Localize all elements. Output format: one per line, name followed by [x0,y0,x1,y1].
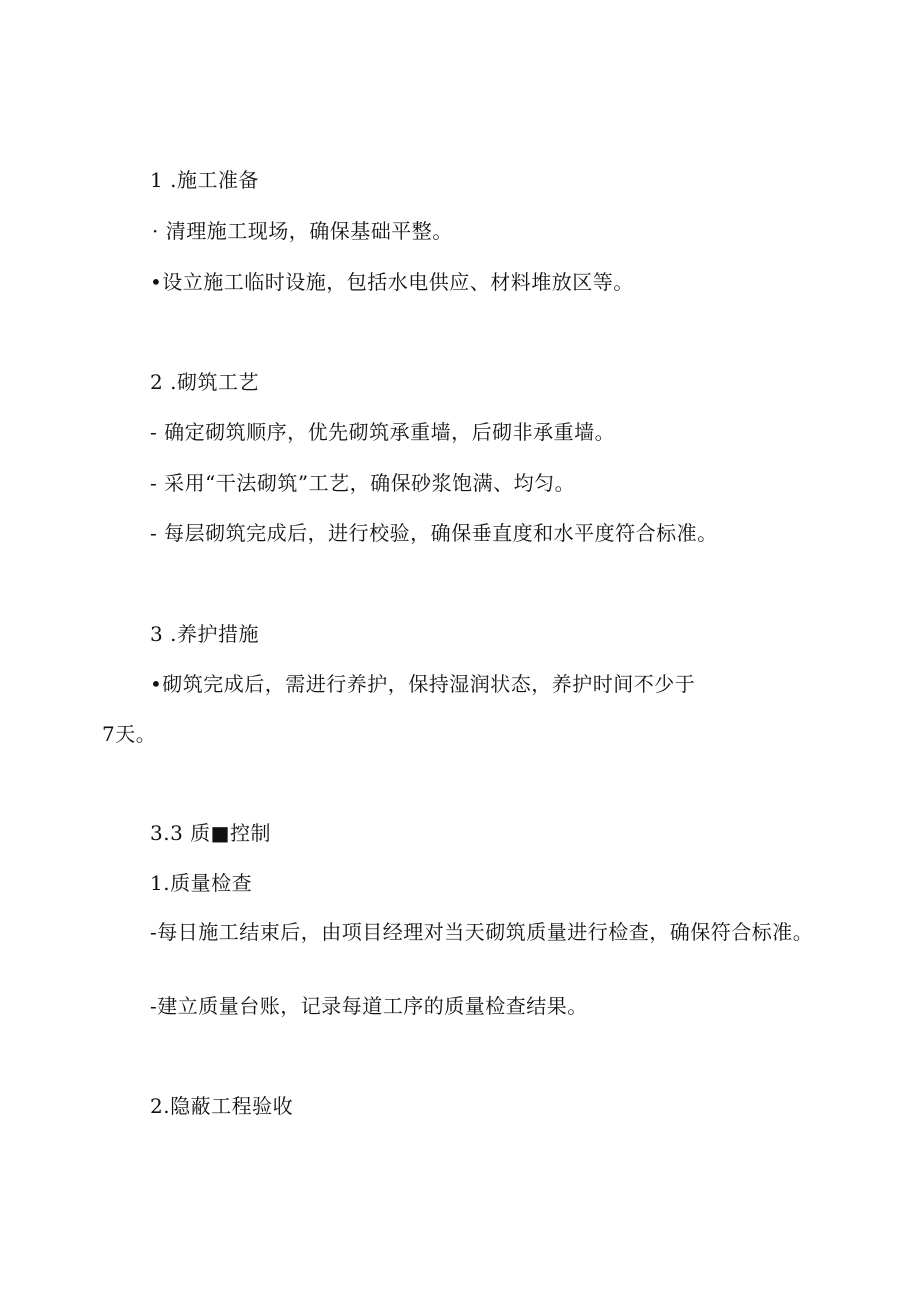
dash-item: - 确定砌筑顺序，优先砌筑承重墙，后砌非承重墙。 [150,420,616,444]
subsection-heading-concealed-works: 2.隐蔽工程验收 [150,1094,294,1118]
dash-item: - 每层砌筑完成后，进行校验，确保垂直度和水平度符合标准。 [150,521,718,545]
bullet-item: •砌筑完成后，需进行养护，保持湿润状态，养护时间不少于 [150,672,696,696]
dash-item: - 采用“干法砌筑”工艺，确保砂浆饱满、均匀。 [150,471,576,495]
section-heading-quality-control: 3.3 质■控制 [150,821,272,845]
section-heading-masonry-process: 2 .砌筑工艺 [150,370,259,394]
dash-item: -每日施工结束后，由项目经理对当天砌筑质量进行检查，确保符合标准。 [150,920,814,944]
section-heading-construction-prep: 1 .施工准备 [150,168,259,192]
subsection-heading-quality-inspection: 1.质量检查 [150,871,253,895]
section-heading-curing: 3 .养护措施 [150,622,259,646]
bullet-item: •设立施工临时设施，包括水电供应、材料堆放区等。 [150,270,634,294]
bullet-item: · 清理施工现场，确保基础平整。 [152,219,453,243]
bullet-item-continuation: 7天。 [102,722,157,746]
dash-item: -建立质量台账，记录每道工序的质量检查结果。 [150,994,588,1018]
